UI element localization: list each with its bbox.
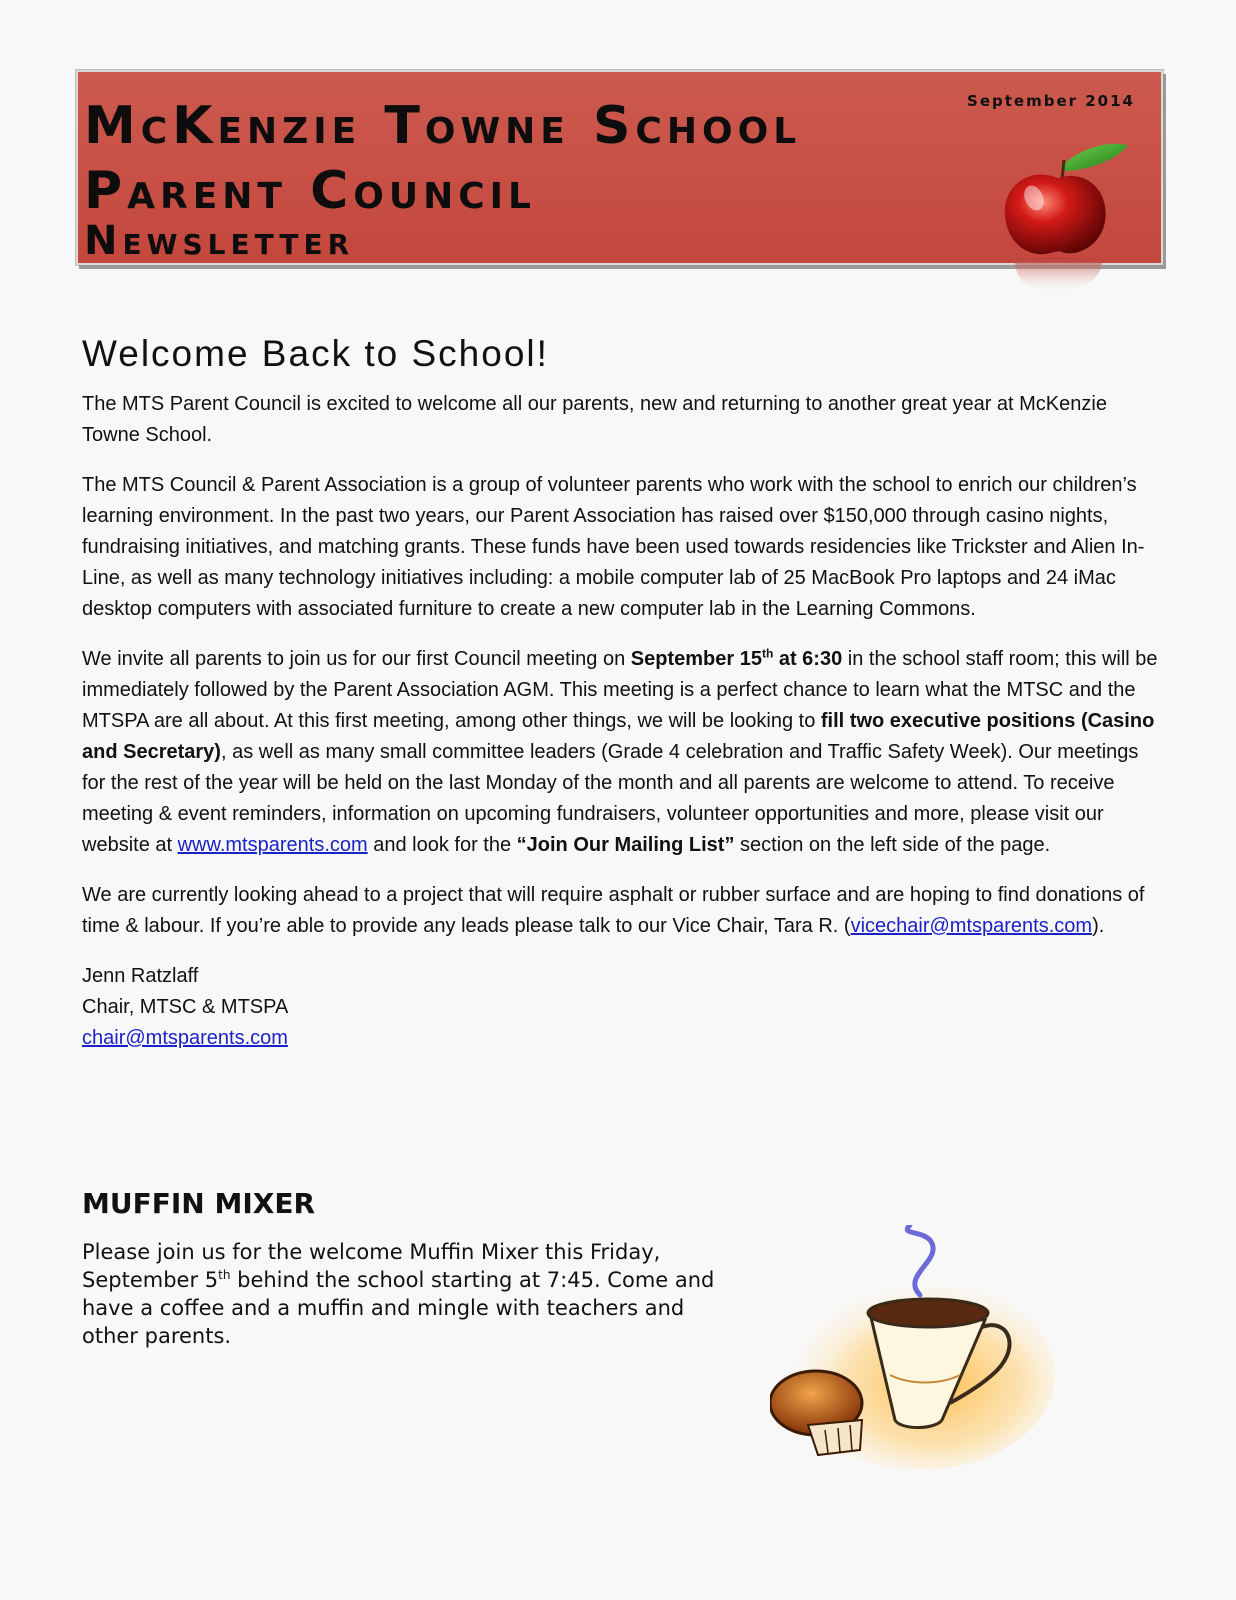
welcome-paragraph-4 [82, 880, 1162, 942]
welcome-paragraph-1: The MTS Parent Council is excited to welcome all our parents, new and returning to another great year at McKenzie Towne School. [82, 393, 1107, 446]
welcome-heading: Welcome Back to School! [82, 333, 549, 374]
welcome-paragraph-3 [82, 644, 1162, 861]
welcome-section [82, 333, 1162, 1054]
p3-text-f: and look for the [367, 834, 517, 856]
welcome-paragraph-2: The MTS Council & Parent Association is a group of volunteer parents who work with the school to enrich our children’s learning environment. In the past two years, our Parent Association has raised over $150,000 through casino nights, fundraising initiatives, and matching grants. These funds have been used towards residencies like Trickster and Alien In-Line, as well as many technology initiatives including: a mobile computer lab of 25 MacBook Pro laptops and 24 iMac desktop computers with associated furniture to create a new computer lab in the Learning Commons. [82, 474, 1145, 620]
issue-date: September 2014 [967, 92, 1135, 110]
signature-title: Chair, MTSC & MTSPA [82, 996, 289, 1018]
banner-title [84, 94, 801, 224]
meeting-date: September 15th at 6:30 [630, 646, 843, 670]
p3-text-c: in the school staff room; this will be immediately followed by the Parent Association AGM. This meeting is a perfect chance to learn what the MTSC and the MTSPA are all about. At this first meeting, among other things, we will be looking to [82, 648, 1158, 732]
apple-icon [1000, 138, 1150, 308]
muffin-mixer-heading: MUFFIN MIXER [82, 1187, 316, 1220]
executive-positions: fill two executive positions (Casino and Secretary) [82, 710, 1155, 763]
muffin-mixer-text: Please join us for the welcome Muffin Mixer this Friday, September 5th behind the school starting at 7:45. Come and have a coffee and a muffin and mingle with teachers and other parents. [82, 1240, 715, 1348]
p4-text-a: We are currently looking ahead to a project that will require asphalt or rubber surface and are hoping to find donations of time & labour. If you’re able to provide any leads please talk to our Vice Chair, Tara R. ( [82, 884, 1145, 937]
chair-email-link[interactable]: chair@mtsparents.com [82, 1027, 288, 1049]
banner-subtitle: Newsletter [84, 218, 355, 264]
p3-text-e: , as well as many small committee leaders (Grade 4 celebration and Traffic Safety Week). Our meetings for the rest of the year will be held on the last Monday of the month and all parents are welcome to attend. To receive meeting & event reminders, information on upcoming fundraisers, volunteer opportunities and more, please visit our website at [82, 741, 1139, 856]
coffee-muffin-icon [770, 1225, 1060, 1475]
title-line-1: McKenzie Towne School [84, 96, 802, 156]
website-link[interactable]: www.mtsparents.com [177, 834, 368, 856]
mailing-list-label: “Join Our Mailing List” [516, 834, 735, 856]
p3-text-a: We invite all parents to join us for our first Council meeting on [82, 648, 631, 670]
signature-name: Jenn Ratzlaff [82, 965, 199, 987]
p3-text-h: section on the left side of the page. [734, 834, 1051, 856]
signature [82, 961, 1162, 1054]
title-line-2: Parent Council [84, 161, 536, 221]
p4-text-b: ). [1092, 915, 1105, 937]
vice-chair-email-link[interactable]: vicechair@mtsparents.com [850, 915, 1093, 937]
